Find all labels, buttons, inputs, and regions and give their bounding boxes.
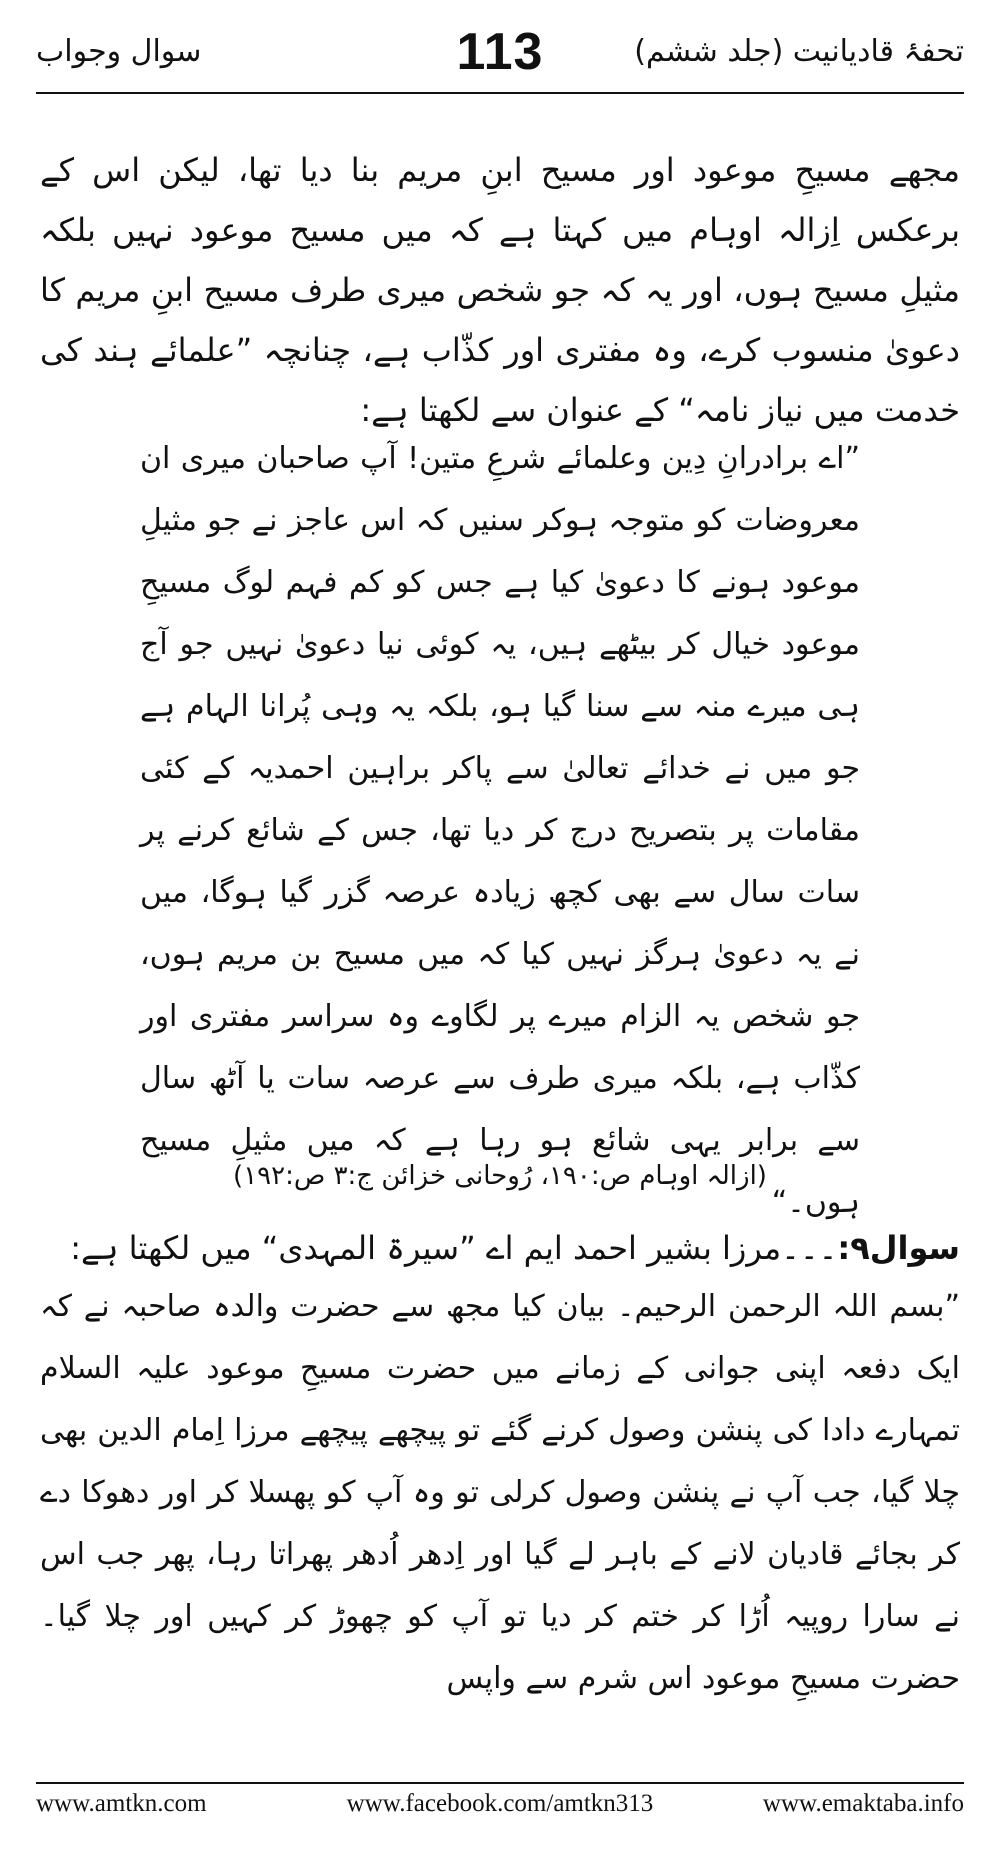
section-title: سوال وجواب [36, 34, 202, 69]
header-divider [36, 92, 964, 94]
book-title: تحفۂ قادیانیت (جلد ششم) [634, 34, 964, 69]
page-header [36, 22, 964, 92]
website-link-amtkn[interactable]: www.amtkn.com [36, 1790, 207, 1817]
facebook-link[interactable]: www.facebook.com/amtkn313 [346, 1790, 654, 1817]
page-footer [36, 1790, 964, 1830]
page-number: 113 [456, 23, 544, 81]
block-quote-seerat: ”بسم اللہ الرحمن الرحیم۔ بیان کیا مجھ سے حضرت والدہ صاحبہ نے کہ ایک دفعہ اپنی جوانی کے زمانے میں حضرت مسیحِ موعود علیہ السلام تمہارے دادا کی پنشن وصول کرنے گئے تو پیچھے پیچھے مرزا اِمام الدین بھی چلا گیا، جب آپ نے پنشن وصول کرلی تو وہ آپ کو پھسلا کر اور دھوکا دے کر بجائے قادیان لانے کے باہر لے گیا اور اِدھر اُدھر پھراتا رہا، پھر جب اس نے سارا روپیہ اُڑا کر ختم کر دیا تو آپ کو چھوڑ کر کہیں اور چلا گیا۔ حضرت مسیحِ موعود اس شرم سے واپس [40, 1289, 960, 1696]
website-link-emaktaba[interactable]: www.emaktaba.info [762, 1790, 964, 1817]
block-quote-izala: ”اے برادرانِ دِین وعلمائے شرعِ متین! آپ صاحبان میری ان معروضات کو متوجہ ہوکر سنیں کہ اس عاجز نے جو مثیلِ موعود ہونے کا دعویٰ کیا ہے جس کو کم فہم لوگ مسیحِ موعود خیال کر بیٹھے ہیں، یہ کوئی نیا دعویٰ نہیں جو آج ہی میرے منہ سے سنا گیا ہو، بلکہ یہ وہی پُرانا الہام ہے جو میں نے خدائے تعالیٰ سے پاکر براہین احمدیہ کے کئی مقامات پر بتصریح درج کر دیا تھا، جس کے شائع کرنے پر سات سال سے بھی کچھ زیادہ عرصہ گزر گیا ہوگا، میں نے یہ دعویٰ ہرگز نہیں کیا کہ میں مسیح بن مریم ہوں، جو شخص یہ الزام میرے پر لگاوے وہ سراسر مفتری اور کذّاب ہے، بلکہ میری طرف سے عرصہ سات یا آٹھ سال سے برابر یہی شائع ہو رہا ہے کہ میں مثیلِ مسیح ہوں۔“ [140, 441, 860, 1220]
question-9-text: ۔۔۔مرزا بشیر احمد ایم اے ”سیرۃ المہدی“ میں لکھتا ہے: [70, 1229, 838, 1267]
question-9-heading [40, 1218, 960, 1278]
footer-divider [36, 1782, 964, 1784]
intro-paragraph: مجھے مسیحِ موعود اور مسیح ابنِ مریم بنا دیا تھا، لیکن اس کے برعکس اِزالہ اوہام میں کہتا ہے کہ میں مسیح موعود نہیں بلکہ مثیلِ مسیح ہوں، اور یہ کہ جو شخص میری طرف مسیح ابنِ مریم کا دعویٰ منسوب کرے، وہ مفتری اور کذّاب ہے، چنانچہ ”علمائے ہند کی خدمت میں نیاز نامہ“ کے عنوان سے لکھتا ہے: [40, 151, 960, 429]
question-9-label: سوال۹: [837, 1229, 960, 1267]
citation-reference: (ازالہ اوہام ص:۱۹۰، رُوحانی خزائن ج:۳ ص:۱۹۲) [233, 1161, 767, 1191]
